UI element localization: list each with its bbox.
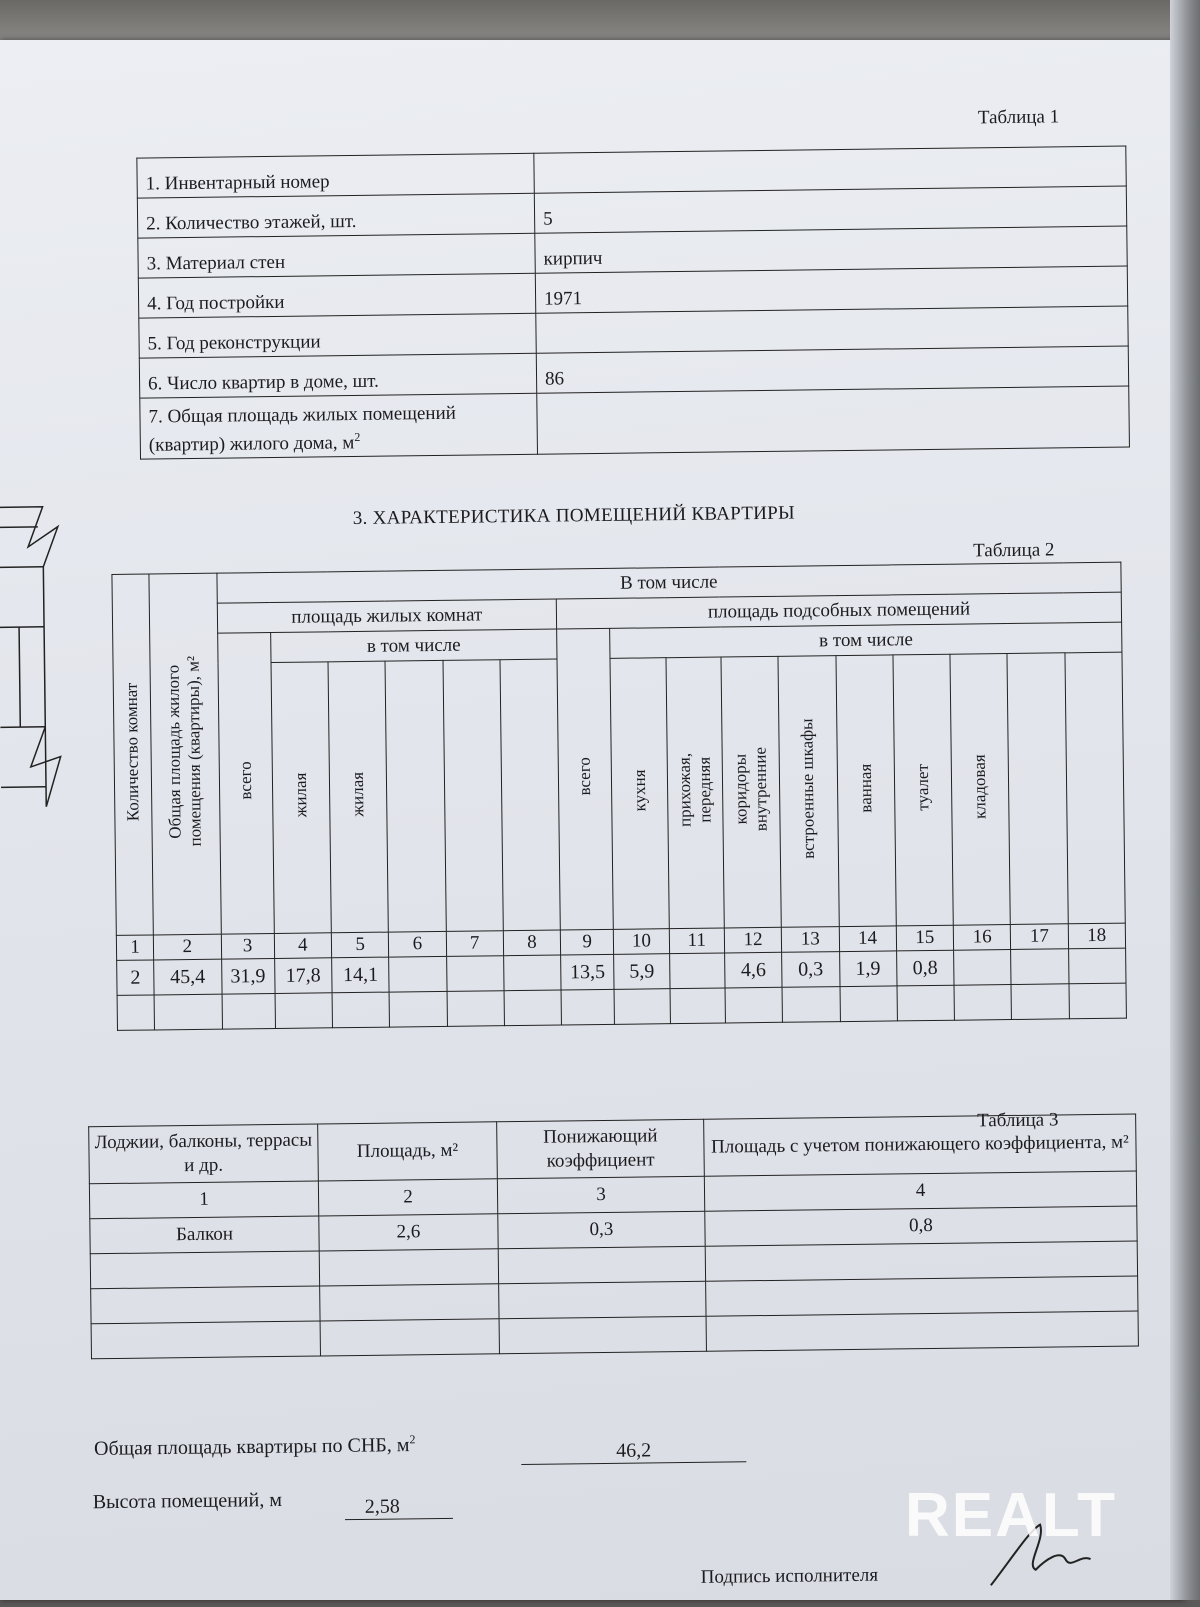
balcony-table [88,1113,1139,1359]
row-value: кирпич [535,226,1127,273]
header-coefficient: Понижающий коэффициент [497,1119,705,1179]
cell-empty [614,989,670,1025]
col-6-header [385,660,446,932]
cell-empty [117,995,155,1030]
superscript: 2 [354,430,360,444]
header-text: Количество комнат [122,682,144,821]
cell-empty [222,993,276,1029]
floor-plan-fragment [0,486,86,807]
cell-value: 0,8 [896,950,954,986]
row-value: 1971 [535,266,1127,313]
row-value: 5 [534,186,1126,233]
cell-value [389,956,447,992]
row-label: 1. Инвентарный номер [137,153,534,198]
col-11-header [666,657,725,929]
signature-label: Подпись исполнителя [701,1565,879,1589]
col-4-header [271,662,332,934]
col-number: 4 [274,933,332,959]
col-number: 1 [89,1181,318,1219]
cell-empty [91,1286,320,1324]
table1-caption: Таблица 1 [978,106,1060,129]
col-7-header [443,660,504,932]
cell-value: 2,6 [319,1214,498,1251]
cell-empty [706,1276,1138,1316]
header-text: встроенные шкафы [798,718,820,859]
header-adjusted-area: Площадь с учетом понижающего коэффициента, м² [704,1114,1137,1176]
col-10-header [610,658,669,930]
col-all-living-header [217,633,274,935]
cell-empty [90,1251,319,1289]
col-number: 17 [1011,924,1069,950]
cell-empty [706,1311,1138,1351]
cell-empty [275,993,333,1029]
room-height-label: Высота помещений, м [93,1489,282,1514]
col-number: 15 [896,925,954,951]
table3-caption: Таблица 3 [977,1109,1059,1132]
total-area-label [94,1432,416,1461]
cell-empty [897,985,955,1021]
row-value: 86 [536,346,1128,393]
room-height-value: 2,58 [345,1495,453,1520]
header-including: В том числе [216,562,1121,603]
building-info-table [136,146,1130,460]
cell-value: 45,4 [154,959,222,995]
cell-empty [319,1249,498,1286]
header-text: коридоры внутренние [731,747,772,832]
header-incl-aux: в том числе [610,622,1122,658]
col-number: 3 [221,933,275,959]
col-number: 11 [669,928,725,954]
col-number: 4 [704,1171,1136,1211]
row-label: 5. Год реконструкции [139,313,536,358]
table2-caption: Таблица 2 [973,539,1055,562]
cell-empty [447,991,505,1027]
col-number: 1 [116,935,153,960]
cell-empty [498,1246,705,1284]
cell-empty [320,1284,499,1321]
row-label [140,393,538,459]
cell-empty [782,987,840,1023]
total-area-label-text: Общая площадь квартиры по СНБ, м [94,1434,410,1460]
cell-empty [725,987,783,1023]
col-number: 5 [331,932,389,958]
col-total-header [149,573,221,935]
header-loggias: Лоджии, балконы, террасы и др. [89,1124,319,1184]
col-number: 9 [560,929,614,955]
header-text: кухня [629,769,650,811]
col-15-header [893,654,954,926]
cell-value: 1,9 [839,951,897,987]
cell-value: 0,8 [705,1206,1137,1246]
col-number: 14 [839,926,897,952]
cell-value: 14,1 [332,957,390,993]
col-14-header [835,655,896,927]
header-text: прихожая, передняя [674,753,715,827]
header-text: ванная [855,763,876,812]
cell-empty [320,1319,499,1356]
realt-watermark: REALT [905,1480,1117,1551]
cell-value: 13,5 [561,954,615,990]
cell-value: 2 [117,960,155,995]
row-value [537,386,1130,454]
cell-value [1011,949,1069,985]
row-label: 3. Материал стен [138,233,535,278]
col-number: 12 [724,927,782,953]
cell-empty [1069,983,1127,1019]
col-18-header [1065,652,1126,924]
cell-empty [561,989,615,1025]
col-number: 10 [614,929,670,955]
cell-empty [332,992,390,1028]
cell-empty [954,984,1012,1020]
cell-value: 5,9 [614,954,670,990]
cell-empty [499,1281,706,1319]
col-13-header [778,656,839,928]
cell-value [1068,948,1126,984]
cell-empty [1011,984,1069,1020]
col-8-header [500,659,561,931]
cell-empty [705,1241,1137,1281]
col-number: 13 [782,927,840,953]
cell-empty [499,1316,706,1354]
cell-value: 0,3 [782,952,840,988]
col-16-header [950,654,1011,926]
col-number: 6 [389,931,447,957]
row-label: 2. Количество этажей, шт. [137,193,534,238]
superscript: 2 [409,1432,415,1446]
col-number: 7 [446,931,504,957]
cell-value: 4,6 [725,952,783,988]
cell-value [503,955,561,991]
cell-value: Балкон [90,1216,319,1254]
total-area-value: 46,2 [521,1438,746,1465]
header-text: всего [235,761,255,800]
table-row [140,386,1130,459]
col-17-header [1007,653,1068,925]
col-number: 16 [953,925,1011,951]
header-aux-area: площадь подсобных помещений [556,592,1121,629]
header-text: жилая [291,772,312,817]
cell-empty [670,988,726,1024]
header-text: жилая [348,771,369,816]
cell-empty [91,1321,320,1359]
header-text: туалет [913,764,934,811]
col-number: 2 [318,1179,497,1216]
header-incl-living: в том числе [270,629,557,662]
cell-value [954,949,1012,985]
header-text: всего [575,757,595,796]
col-number: 18 [1068,923,1126,949]
cell-empty [840,986,898,1022]
col-rooms-header [112,574,154,935]
row-label: 4. Год постройки [138,273,535,318]
header-area: Площадь, м² [318,1122,498,1181]
row-label-text: 7. Общая площадь жилых помещений (квартир) жилого дома, м [148,402,456,455]
header-text: кладовая [970,754,991,819]
cell-value: 0,3 [498,1211,705,1249]
cell-empty [504,990,562,1026]
cell-value: 31,9 [221,958,275,994]
col-number: 2 [154,934,222,960]
col-number: 8 [503,930,561,956]
col-all-aux-header [557,628,614,930]
section-title: 3. ХАРАКТЕРИСТИКА ПОМЕЩЕНИЙ КВАРТИРЫ [353,503,795,530]
col-number: 3 [497,1176,704,1214]
row-label: 6. Число квартир в доме, шт. [139,353,536,398]
col-12-header [721,656,782,928]
apartment-rooms-table [111,562,1127,1031]
cell-value [446,956,504,992]
cell-empty [154,994,222,1030]
col-5-header [328,661,389,933]
cell-value: 17,8 [274,958,332,994]
header-living-area: площадь жилых комнат [217,599,557,633]
cell-empty [389,991,447,1027]
header-text: Общая площадь жилого помещения (квартиры), м² [164,656,206,847]
cell-value [669,953,725,989]
